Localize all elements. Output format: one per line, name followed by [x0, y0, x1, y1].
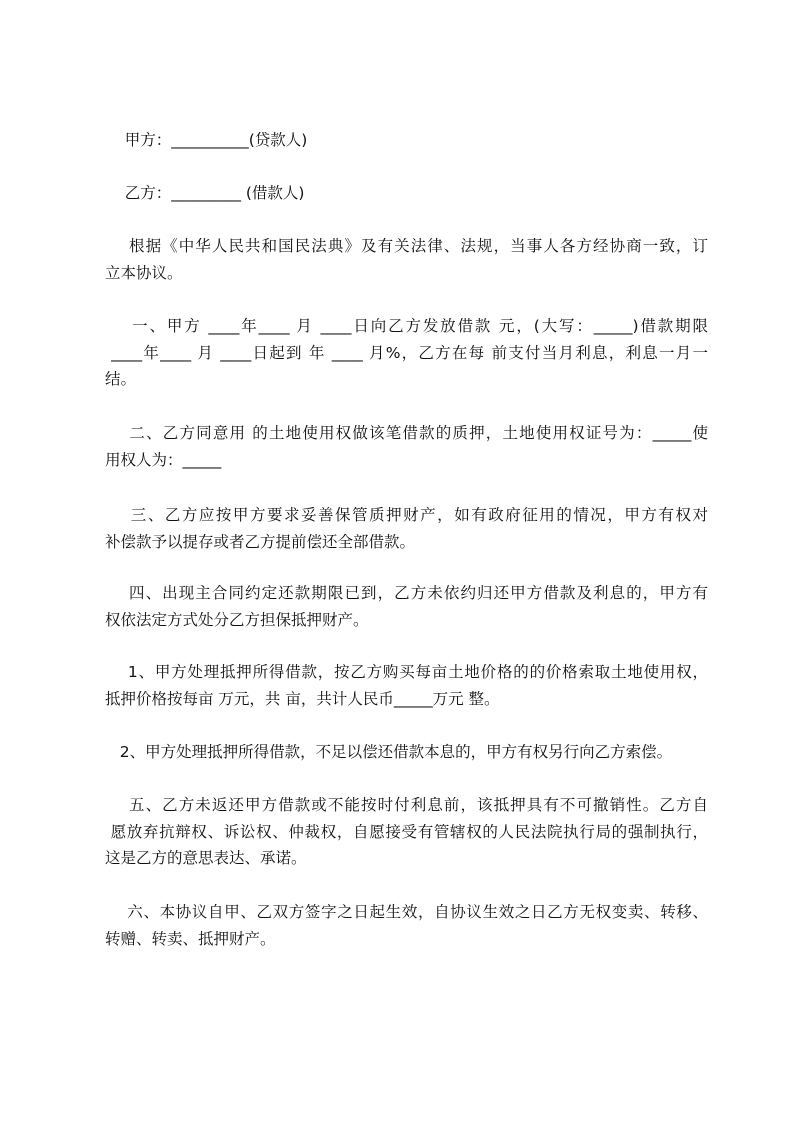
- clause-4-1-line: 1、甲方处理抵押所得借款，按乙方购买每亩土地价格的的价格索取土地使用权，: [105, 663, 708, 681]
- preamble-line: 立本协议。: [105, 264, 183, 282]
- clause-4-2-line: 2、甲方处理抵押所得借款，不足以偿还借款本息的，甲方有权另行向乙方索偿。: [105, 743, 673, 761]
- clause-2-line: 二、乙方同意用 的土地使用权做该笔借款的质押，土地使用权证号为：_____使: [105, 424, 708, 442]
- preamble-line: 根据《中华人民共和国民法典》及有关法律、法规，当事人各方经协商一致，订: [105, 237, 708, 255]
- clause-1-line: 一、甲方 ____年____ 月 ____日向乙方发放借款 元，(大写：_____)借款期限: [105, 317, 708, 335]
- clause-1-line: 结。: [105, 370, 137, 388]
- clause-4-line: 四、出现主合同约定还款期限已到，乙方未依约归还甲方借款及利息的，甲方有: [105, 584, 708, 602]
- party-a-line: 甲方：__________(贷款人): [105, 131, 308, 149]
- clause-5-line: 愿放弃抗辩权、诉讼权、仲裁权，自愿接受有管辖权的人民法院执行局的强制执行，: [105, 823, 708, 841]
- clause-5-line: 这是乙方的意思表达、承诺。: [105, 849, 307, 867]
- clause-3-line: 三、乙方应按甲方要求妥善保管质押财产，如有政府征用的情况，甲方有权对: [105, 506, 708, 524]
- clause-6-line: 六、本协议自甲、乙双方签字之日起生效，自协议生效之日乙方无权变卖、转移、: [105, 903, 708, 921]
- clause-5-line: 五、乙方未返还甲方借款或不能按时付利息前，该抵押具有不可撤销性。乙方自: [105, 796, 708, 814]
- clause-3-line: 补偿款予以提存或者乙方提前偿还全部借款。: [105, 533, 416, 551]
- clause-1-line: ____年____ 月 ____日起到 年 ____ 月%，乙方在每 前支付当月利息，利息一月一: [105, 344, 708, 362]
- clause-4-1-line: 抵押价格按每亩 万元，共 亩，共计人民币_____万元 整。: [105, 690, 500, 708]
- party-b-line: 乙方：_________ (借款人): [105, 184, 305, 202]
- clause-4-line: 权依法定方式处分乙方担保抵押财产。: [105, 611, 369, 629]
- clause-6-line: 转赠、转卖、抵押财产。: [105, 930, 276, 948]
- clause-2-line: 用权人为：_____: [105, 451, 222, 469]
